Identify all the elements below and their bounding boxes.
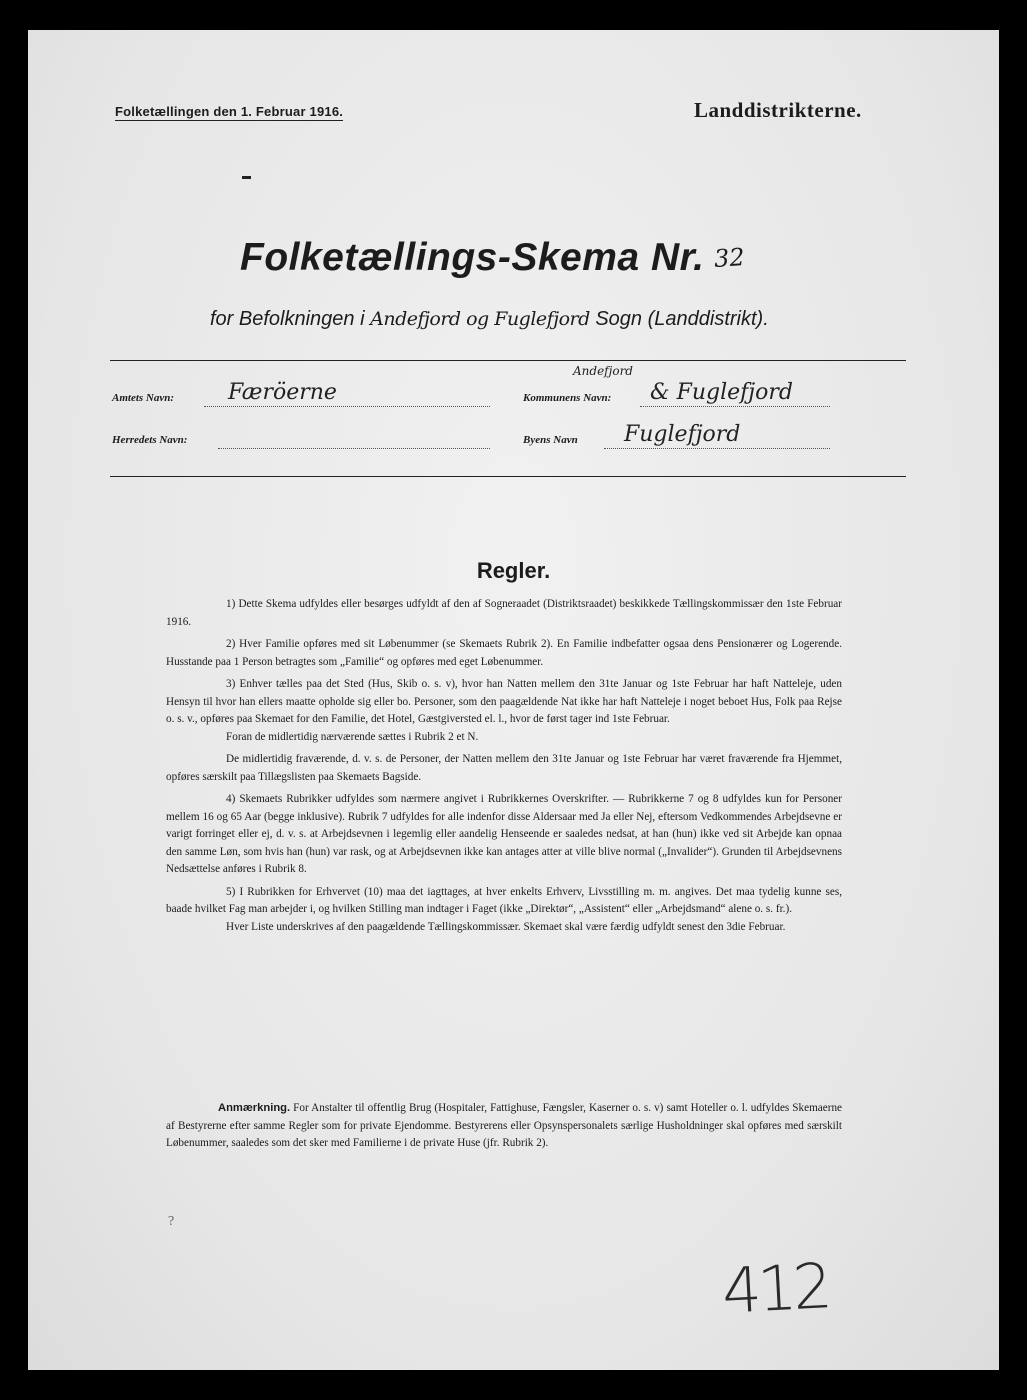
- kommune-above-handwritten: Andefjord: [573, 364, 633, 378]
- form-title: Folketællings-Skema Nr.: [240, 236, 705, 279]
- rules-heading: Regler.: [476, 558, 551, 583]
- kommune-line: [640, 406, 830, 407]
- ink-mark: [242, 176, 251, 179]
- amt-value: Færöerne: [228, 380, 337, 405]
- amt-label: Amtets Navn:: [112, 392, 175, 404]
- remark-text: For Anstalter til offentlig Brug (Hospitaler, Fattighuse, Fængsler, Kaserner o. s. v) samt Hoteller o. l. udfyldes Skemaerne af Bestyrerne efter samme Regler som for private Ejendomme. Bestyrerens eller Opsynspersonalets særlige Husholdninger skal opføres med særskilt Løbenummer, saaledes som det sker med Familierne i de private Huse (jfr. Rubrik 2).: [166, 1102, 843, 1149]
- pencil-mark: ?: [168, 1214, 175, 1229]
- page-number-handwritten: 412: [720, 1249, 831, 1328]
- form-number-handwritten: 32: [713, 242, 746, 274]
- kommune-value: & Fuglefjord: [650, 380, 793, 405]
- herred-label: Herredets Navn:: [112, 434, 188, 446]
- remark-block: [166, 1100, 842, 1153]
- rule-1: 1) Dette Skema udfyldes eller besørges udfyldt af den af Sogneraadet (Distriktsraadet) beskikkede Tællingskommissær den 1ste Februar 1916.: [166, 598, 842, 628]
- herred-line: [218, 448, 490, 449]
- census-form-page: [28, 30, 999, 1370]
- rules-body: [166, 596, 842, 941]
- rule-3c: De midlertidig fraværende, d. v. s. de Personer, der Natten mellem den 31te Januar og 1ste Februar har været fraværende fra Hjemmet, opføres særskilt paa Tillægslisten paa Skemaets Bagside.: [166, 753, 842, 783]
- remark-label: Anmærkning.: [218, 1102, 291, 1114]
- divider-top: [110, 360, 906, 361]
- kommune-label: Kommunens Navn:: [523, 392, 612, 404]
- population-suffix: Sogn (Landdistrikt).: [595, 308, 769, 330]
- rule-3b: Foran de midlertidig nærværende sættes i Rubrik 2 et N.: [226, 730, 479, 743]
- by-label: Byens Navn: [523, 434, 578, 446]
- population-prefix: for Befolkningen i: [210, 308, 365, 330]
- district-type-header: Landdistrikterne.: [694, 98, 862, 122]
- rule-3: 3) Enhver tælles paa det Sted (Hus, Skib o. s. v), hvor han Natten mellem den 31te Januar og 1ste Februar har haft Natteleje, uden Hensyn til hvor han ellers maatte opholde sig eller bo. Personer, som den paagældende Nat ikke har haft Natteleje i noget beboet Hus, Folk paa Rejse o. s. v., opføres paa Skemaet for den Familie, det Hotel, Gæstgiversted el. l., hvor de først tager ind 1ste Februar.: [166, 678, 842, 725]
- census-date-header: Folketællingen den 1. Februar 1916.: [115, 104, 344, 119]
- rule-2: 2) Hver Familie opføres med sit Løbenummer (se Skemaets Rubrik 2). En Familie indbefatter ogsaa dens Pensionærer og Logerende. Husstande paa 1 Person betragtes som „Familie“ og opføres med eget Løbenummer.: [166, 638, 842, 668]
- rule-5: 5) I Rubrikken for Erhvervet (10) maa det iagttages, at hver enkelts Erhverv, Livsstilling m. m. angives. Det maa tydelig kunne ses, baade hvilket Fag man arbejder i, og hvilken Stilling man indtager i Faget (ikke „Direktør“, „Assistent“ eller „Arbejdsmand“ alene o. s. fr.).: [166, 885, 842, 915]
- by-value: Fuglefjord: [624, 422, 741, 447]
- rule-5b: Hver Liste underskrives af den paagældende Tællingskommissær. Skemaet skal være færdig udfyldt senest den 3die Februar.: [226, 920, 786, 933]
- rule-4: 4) Skemaets Rubrikker udfyldes som nærmere angivet i Rubrikkernes Overskrifter. — Rubrikkerne 7 og 8 udfyldes kun for Personer mellem 16 og 65 Aar (begge inklusive). Rubrik 7 udfyldes for alle indenfor disse Aldersaar med Ja eller Nej, eftersom Vedkommendes Arbejdsevne er varigt forringet eller ej, d. v. s. at Arbejdsevnen i legemlig eller aandelig Henseende er saaledes nedsat, at han (hun) ikke ved sit Arbejde kan opnaa den samme Løn, som hvis han (hun) var rask, og at Arbejdsevnen ikke kan antages atter at ville blive normal („Invalider“). Grunden til Arbejdsevnens Nedsættelse anføres i Rubrik 8.: [166, 793, 842, 875]
- divider-bottom: [110, 476, 906, 477]
- amt-line: [204, 406, 490, 407]
- parish-handwritten: Andefjord og Fuglefjord: [370, 308, 590, 330]
- remark-paragraph: [166, 1100, 842, 1153]
- population-line: [210, 308, 769, 331]
- by-line: [604, 448, 830, 449]
